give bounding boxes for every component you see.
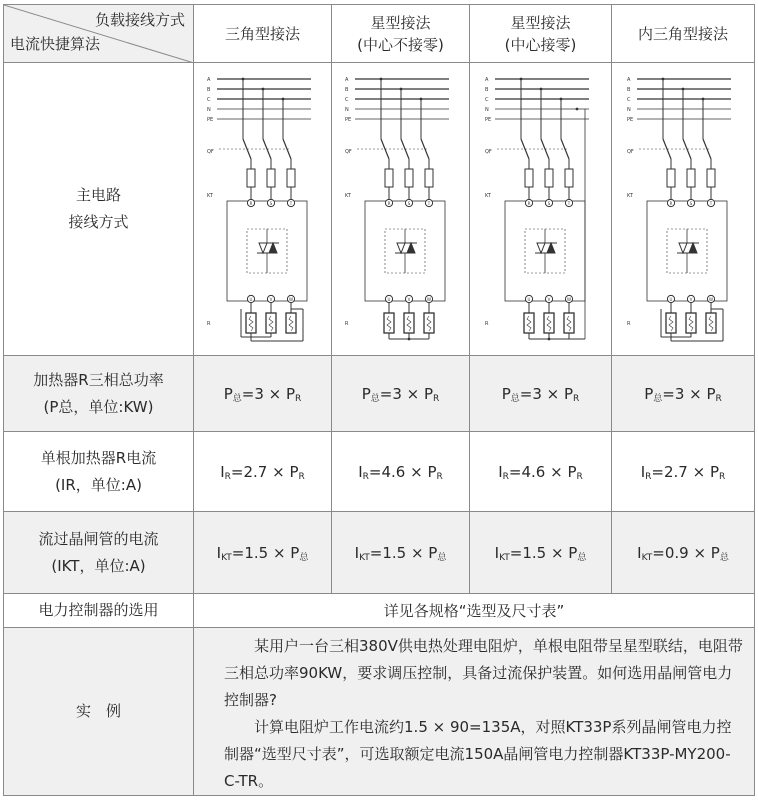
bus-label: PE — [627, 117, 634, 123]
fuse — [667, 169, 675, 187]
fuse — [425, 169, 433, 187]
thyristor-icon — [679, 243, 687, 253]
column-header-inner-delta — [612, 5, 755, 63]
selection-label: 电力控制器的选用 — [4, 594, 194, 628]
column-header-subtitle: (中心不接零) — [357, 35, 444, 54]
bus-label: PE — [344, 117, 351, 123]
formula-subscript: R — [433, 393, 440, 404]
formula-symbol: I — [640, 462, 646, 481]
thyristor-formula-star-neutral — [470, 512, 612, 594]
formula-body: =1.5 × P — [369, 543, 438, 562]
terminal-label: U — [387, 297, 390, 302]
corner-header-top: 负载接线方式 — [94, 11, 185, 29]
formula-symbol: P — [361, 384, 371, 403]
row-label: 单根加热器R电流 — [40, 448, 157, 467]
formula-subscript: R — [715, 393, 722, 404]
bus-label: B — [484, 87, 488, 93]
thyristor-formula-star-no-neutral — [332, 512, 470, 594]
power-label-cell — [4, 356, 194, 432]
formula-subscript: 总 — [437, 552, 447, 563]
circuit-diagram-star-neutral — [481, 69, 601, 349]
diagram-cell-star-no-neutral — [332, 63, 470, 356]
formula-symbol: I — [216, 543, 222, 562]
bus-label: C — [344, 97, 348, 103]
power-formula-inner-delta — [612, 356, 755, 432]
thyristor-icon — [689, 243, 697, 253]
formula-subscript: KT — [499, 552, 510, 563]
bus-label: A — [344, 77, 348, 83]
column-header-delta — [194, 5, 332, 63]
circuit-diagram-delta — [203, 69, 323, 349]
formula-symbol: I — [220, 462, 225, 481]
fuse — [247, 169, 255, 187]
formula-subscript: 总 — [719, 552, 729, 563]
column-header-title: 星型接法 — [370, 13, 431, 32]
bus-label: C — [206, 97, 210, 103]
formula-body: =4.6 × P — [508, 462, 577, 481]
formula-subscript: 总 — [299, 552, 309, 563]
formula-subscript: KT — [359, 552, 370, 563]
controller-box — [227, 201, 307, 301]
row-label: (P总，单位:KW) — [43, 397, 154, 416]
circuit-diagram-inner-delta — [623, 69, 743, 349]
formula-subscript: 总 — [653, 393, 663, 404]
column-header-title: 三角型接法 — [224, 24, 300, 43]
star-point — [407, 338, 410, 341]
fuse — [525, 169, 533, 187]
terminal-label: W — [566, 297, 571, 302]
bus-label: PE — [484, 117, 491, 123]
terminal-label: W — [426, 297, 431, 302]
controller-box — [505, 201, 585, 301]
r-label: R — [627, 321, 631, 327]
formula-subscript: 总 — [370, 393, 380, 404]
formula-body: =3 × P — [662, 384, 716, 403]
diagram-cell-delta — [194, 63, 332, 356]
formula-body: =4.6 × P — [368, 462, 437, 481]
fuse — [385, 169, 393, 187]
r-label: R — [206, 321, 210, 327]
terminal-label: S — [689, 201, 693, 206]
thyristor-formula-delta — [194, 512, 332, 594]
thyristor-icon — [397, 243, 405, 253]
terminal-label: R — [387, 201, 390, 206]
formula-subscript: R — [502, 471, 509, 482]
formula-body: =1.5 × P — [231, 543, 300, 562]
formula-subscript: R — [573, 393, 580, 404]
terminal-label: S — [269, 201, 272, 206]
terminal-label: U — [527, 297, 530, 302]
formula-subscript: 总 — [577, 552, 587, 563]
formula-subscript: 总 — [232, 393, 242, 404]
fuse — [287, 169, 295, 187]
qf-label: QF — [344, 149, 352, 155]
column-header-title: 内三角型接法 — [637, 24, 728, 43]
heater-formula-inner-delta — [612, 432, 755, 512]
terminal-label: U — [249, 297, 252, 302]
heater-formula-star-neutral — [470, 432, 612, 512]
example-row — [4, 628, 755, 796]
bus-label: A — [484, 77, 488, 83]
bus-label: N — [206, 107, 211, 113]
terminal-label: W — [288, 297, 293, 302]
controller-box — [647, 201, 727, 301]
thyristor-icon — [259, 243, 267, 253]
fuse — [267, 169, 275, 187]
heater-formula-star-no-neutral — [332, 432, 470, 512]
example-paragraph: 计算电阻炉工作电流约1.5 × 90=135A，对照KT33P系列晶闸管电力控制器“选型尺寸表”，可选取额定电流150A晶闸管电力控制器KT33P-MY200-C-TR。 — [224, 717, 732, 790]
bus-label: N — [627, 107, 631, 113]
formula-symbol: I — [637, 543, 642, 562]
power-row — [4, 356, 755, 432]
fuse — [545, 169, 553, 187]
header-row — [4, 5, 755, 63]
formula-body: =0.9 × P — [652, 543, 720, 562]
terminal-label: V — [407, 297, 410, 302]
terminal-label: W — [709, 297, 713, 302]
qf-label: QF — [206, 149, 214, 155]
kt-label: KT — [344, 193, 351, 199]
main-circuit-label-cell — [4, 63, 194, 356]
selection-value: 详见各规格“选型及尺寸表” — [194, 594, 755, 628]
formula-symbol: I — [354, 543, 360, 562]
kt-label: KT — [484, 193, 491, 199]
terminal-label: R — [669, 201, 673, 206]
row-label: 主电路 — [75, 186, 121, 204]
diagram-cell-star-neutral — [470, 63, 612, 356]
terminal-label: R — [527, 201, 530, 206]
bus-label: C — [484, 97, 488, 103]
terminal-label: S — [407, 201, 410, 206]
terminal-label: T — [567, 201, 570, 206]
terminal-label: V — [689, 297, 693, 302]
terminal-label: T — [709, 201, 713, 206]
thyristor-icon — [269, 243, 277, 253]
star-point — [547, 338, 550, 341]
terminal-label: V — [269, 297, 272, 302]
thyristor-current-row — [4, 512, 755, 594]
junction-dot — [575, 108, 578, 111]
formula-body: =1.5 × P — [509, 543, 578, 562]
main-circuit-row — [4, 63, 755, 356]
row-label: (IR，单位:A) — [55, 475, 142, 494]
corner-header-bottom: 电流快捷算法 — [10, 35, 101, 53]
formula-body: =3 × P — [241, 384, 296, 403]
power-formula-delta — [194, 356, 332, 432]
column-header-subtitle: (中心接零) — [504, 35, 577, 54]
terminal-label: T — [427, 201, 430, 206]
bus-label: B — [627, 87, 631, 93]
formula-symbol: I — [498, 462, 503, 481]
bus-label: C — [627, 97, 631, 103]
formula-body: =2.7 × P — [230, 462, 299, 481]
formula-subscript: R — [224, 471, 231, 482]
fuse — [687, 169, 695, 187]
formula-symbol: P — [644, 384, 654, 403]
heater-current-label-cell — [4, 432, 194, 512]
corner-header-cell — [4, 5, 194, 63]
formula-body: =3 × P — [519, 384, 574, 403]
row-label: (IKT，单位:A) — [51, 556, 146, 575]
formula-subscript: R — [298, 471, 305, 482]
formula-body: =3 × P — [379, 384, 434, 403]
terminal-label: U — [669, 297, 673, 302]
column-header-title: 星型接法 — [510, 13, 571, 32]
qf-label: QF — [484, 149, 492, 155]
diagram-cell-inner-delta — [612, 63, 755, 356]
wiring-table — [3, 4, 755, 796]
bus-label: PE — [206, 117, 213, 123]
terminal-label: T — [289, 201, 292, 206]
r-label: R — [344, 321, 348, 327]
controller-box — [365, 201, 445, 301]
column-header-star-neutral — [470, 5, 612, 63]
bus-label: B — [206, 87, 210, 93]
formula-subscript: R — [645, 471, 652, 482]
selection-row — [4, 594, 755, 628]
thyristor-icon — [547, 243, 555, 253]
column-header-star-no-neutral — [332, 5, 470, 63]
formula-symbol: P — [501, 384, 511, 403]
terminal-label: S — [547, 201, 550, 206]
row-label: 流过晶闸管的电流 — [38, 529, 159, 548]
bus-label: B — [344, 87, 348, 93]
thyristor-icon — [537, 243, 545, 253]
terminal-label: R — [249, 201, 252, 206]
formula-subscript: R — [576, 471, 583, 482]
heater-current-row — [4, 432, 755, 512]
formula-subscript: KT — [641, 552, 653, 563]
example-paragraph: 某用户一台三相380V供电热处理电阻炉，单根电阻带呈星型联结，电阻带三相总功率90KW，要求调压控制，具备过流保护装置。如何选用晶闸管电力控制器? — [224, 636, 743, 709]
row-label: 加热器R三相总功率 — [33, 370, 164, 389]
circuit-diagram-star-no-neutral — [341, 69, 461, 349]
formula-symbol: I — [358, 462, 363, 481]
kt-label: KT — [206, 193, 213, 199]
bus-label: A — [627, 77, 631, 83]
bus-label: N — [344, 107, 349, 113]
formula-subscript: 总 — [510, 393, 520, 404]
formula-symbol: I — [494, 543, 500, 562]
example-label: 实 例 — [4, 628, 194, 796]
bus-label: N — [484, 107, 489, 113]
formula-subscript: R — [436, 471, 443, 482]
fuse — [707, 169, 715, 187]
terminal-label: V — [547, 297, 550, 302]
row-label: 接线方式 — [68, 213, 129, 231]
formula-subscript: R — [362, 471, 369, 482]
fuse — [405, 169, 413, 187]
formula-symbol: P — [223, 384, 233, 403]
power-formula-star-neutral — [470, 356, 612, 432]
formula-body: =2.7 × P — [651, 462, 719, 481]
power-formula-star-no-neutral — [332, 356, 470, 432]
formula-subscript: R — [719, 471, 726, 482]
qf-label: QF — [627, 149, 634, 155]
formula-subscript: KT — [221, 552, 232, 563]
example-text-cell — [194, 628, 755, 796]
kt-label: KT — [627, 193, 633, 199]
formula-subscript: R — [295, 393, 302, 404]
heater-formula-delta — [194, 432, 332, 512]
thyristor-formula-inner-delta — [612, 512, 755, 594]
fuse — [565, 169, 573, 187]
r-label: R — [484, 321, 488, 327]
thyristor-current-label-cell — [4, 512, 194, 594]
bus-label: A — [206, 77, 210, 83]
thyristor-icon — [407, 243, 415, 253]
